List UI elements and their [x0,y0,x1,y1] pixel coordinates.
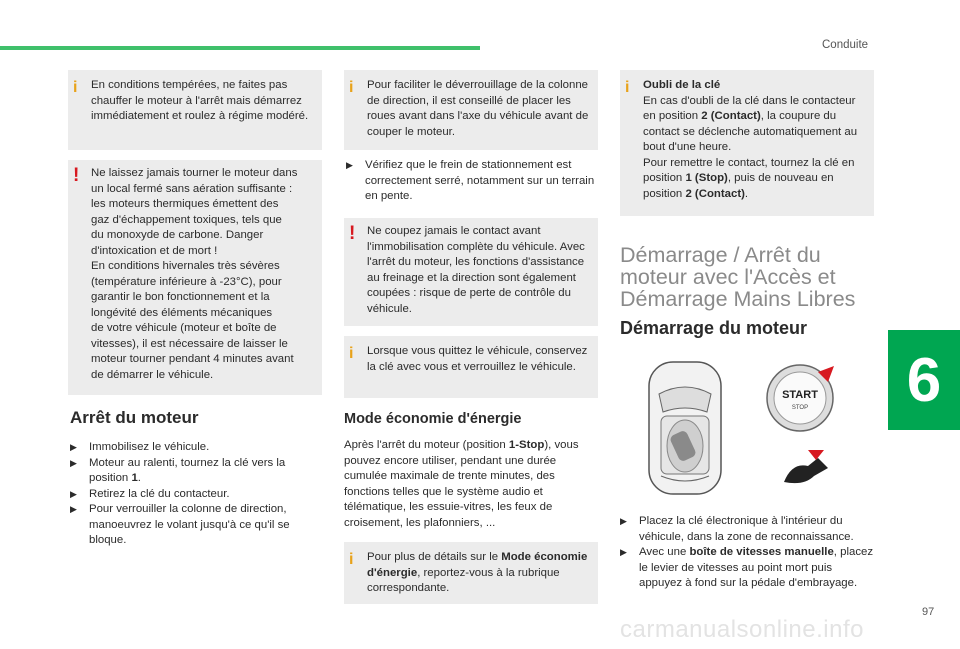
energy-economy-paragraph [344,438,598,531]
list-item [620,545,874,592]
stop-label: STOP [791,405,809,411]
section-heading: Démarrage / Arrêt du moteur avec l'Accès et Démarrage Mains Libres [620,243,856,311]
stop-steps [70,440,320,549]
warning-line: les moteurs thermiques émettent des [91,198,279,210]
parking-brake-step [346,158,596,205]
position-value: 1 [131,472,138,484]
punctuation: . [744,187,749,200]
list-item-text: , placez le levier de vitesses au point mort puis appuyez à fond sur la pédale d'embrayage. [639,546,874,589]
list-item-text: Retirez la clé du contacteur. [89,487,230,500]
info-text: , reportez-vous à la rubrique correspondante. [367,566,560,594]
info-text: Pour remettre le contact, tournez la clé en position [643,156,855,184]
clutch-pedal-icon [778,446,834,490]
bullet-icon: ▶ [70,442,77,452]
bullet-icon: ▶ [346,160,353,170]
position-value: 2 (Contact) [685,187,745,200]
info-icon: i [349,79,354,96]
warning-line: longévité des éléments mécaniques [91,306,273,319]
bullet-icon: ▶ [70,504,77,514]
info-text: Pour faciliter le déverrouillage de la colonne de direction, il est conseillé de placer les roues avant dans l'axe du véhicule avant de couper le moteur. [367,79,589,138]
info-box-steering [344,70,598,150]
warning-box-ventilation [68,160,322,395]
list-item [620,514,874,545]
warning-icon: ! [73,165,80,186]
info-icon: i [349,345,354,362]
info-icon: i [73,79,78,96]
position-value: 1-Stop [508,439,545,451]
heading-engine-start: Démarrage du moteur [620,318,808,338]
list-item [70,487,320,503]
warning-line: de démarrer le véhicule. [91,368,214,381]
chapter-tab: 6 [888,330,960,430]
cross-reference: Mode économie d'énergie [367,551,588,579]
list-item-text: Pour verrouiller la colonne de direction, manoeuvrez le volant jusqu'à ce qu'il se bloque. [89,503,290,546]
warning-icon: ! [349,223,356,244]
gearbox-type: boîte de vitesses manuelle [689,546,834,558]
heading-engine-stop: Arrêt du moteur [70,408,199,427]
warning-line: d'intoxication et de mort ! [91,244,218,257]
heading-energy-economy: Mode économie d'énergie [344,411,522,427]
start-label: START [782,389,818,401]
info-box-forgotten-key [620,70,874,216]
warning-line: garantir le bon fonctionnement et la [91,291,270,303]
bullet-icon: ▶ [70,488,77,499]
info-icon: i [625,79,630,96]
list-item-text: Placez la clé électronique à l'intérieur du véhicule, dans la zone de reconnaissance. [639,515,854,543]
paragraph-text: ), vous pouvez encore utiliser, pendant une durée cumulée maximale de trente minutes, des fonctions telles que le système audio et télématique, les essuie-vitres, les feux de croisement, les plafonniers, ... [344,439,579,529]
info-box-warm-up [68,70,322,150]
warning-line: (température inférieure à -23°C), pour [91,275,282,288]
list-item-text: Avec une [639,546,690,558]
list-item [70,456,320,487]
warning-line: vitesses), il est nécessaire de laisser le [91,337,288,350]
warning-line: de votre véhicule (moteur et boîte de [91,322,277,334]
list-item [70,440,320,456]
info-text: , la coupure du contact se déclenche automatiquement au bout d'une heure. [643,110,858,153]
info-text: Pour plus de détails sur le [367,551,502,563]
page-number: 97 [922,606,935,618]
info-box-key [344,336,598,398]
warning-line: du monoxyde de carbone. Danger [91,229,264,241]
list-item-text: Moteur au ralenti, tournez la clé vers la position [89,456,286,484]
info-text: En cas d'oubli de la clé dans le contacteur en position [643,94,856,122]
warning-line: moteur tourner pendant 4 minutes avant [91,353,294,365]
car-key-zone-illustration [645,358,725,498]
position-value: 1 (Stop) [685,172,728,184]
list-item-text: Vérifiez que le frein de stationnement est correctement serré, notamment sur un terrain en pente. [365,159,595,202]
list-item-text: Immobilisez le véhicule. [89,441,210,453]
watermark: carmanualsonline.info [620,616,864,643]
warning-text: Ne coupez jamais le contact avant l'immobilisation complète du véhicule. Avec l'arrêt du moteur, les fonctions d'assistance au freinage et la direction sont également coupées : risque de perte de contrôle du véhicule. [367,225,585,315]
bullet-icon: ▶ [620,516,627,526]
info-title: Oubli de la clé [643,79,721,91]
info-text: En conditions tempérées, ne faites pas chauffer le moteur à l'arrêt mais démarrez immédiatement et roulez à régime modéré. [91,79,309,122]
section-title: Conduite [822,39,869,51]
bullet-icon: ▶ [70,457,77,468]
warning-line: Ne laissez jamais tourner le moteur dans [91,167,298,179]
warning-line: un local fermé sans aération suffisante : [91,182,293,195]
warning-line: En conditions hivernales très sévères [91,260,280,272]
info-box-energy-mode [344,542,598,604]
start-stop-button-illustration [764,362,836,434]
position-value: 2 (Contact) [701,110,761,122]
list-item [346,158,596,205]
info-icon: i [349,551,354,568]
list-item [70,502,320,549]
accent-bar [0,46,480,50]
warning-box-ignition [344,218,598,326]
punctuation: . [137,472,141,484]
bullet-icon: ▶ [620,547,627,557]
paragraph-text: Après l'arrêt du moteur (position [344,439,509,451]
info-text: Lorsque vous quittez le véhicule, conservez la clé avec vous et verrouillez le véhicule. [367,345,588,373]
warning-line: gaz d'échappement toxiques, tels que [91,213,282,226]
info-text: , puis de nouveau en position [643,172,834,200]
start-steps [620,514,874,592]
